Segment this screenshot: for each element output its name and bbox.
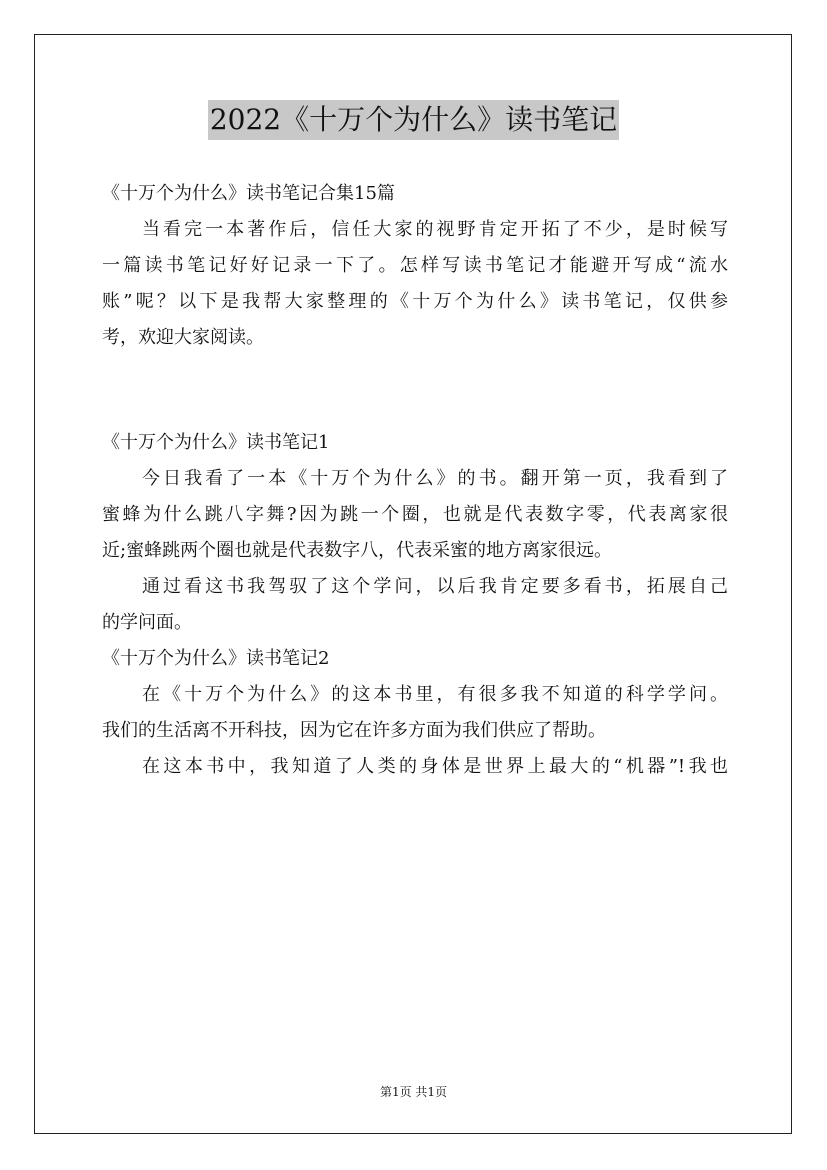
paragraph-line: 蜜蜂为什么跳八字舞?因为跳一个圈，也就是代表数字零，代表离家很 — [102, 504, 728, 525]
spacer — [102, 356, 728, 425]
intro-line: 当看完一本著作后，信任大家的视野肯定开拓了不少，是时候写 — [142, 219, 728, 240]
paragraph-line: 通过看这书我驾驭了这个学问，以后我肯定要多看书，拓展自己 — [142, 576, 728, 597]
paragraph-line: 近;蜜蜂跳两个圈也就是代表数字八，代表采蜜的地方离家很远。 — [102, 540, 613, 561]
page-footer: 第1页 共1页 — [379, 1085, 448, 1099]
intro-line: 一篇读书笔记好好记录一下了。怎样写读书笔记才能避开写成“流水 — [102, 255, 728, 276]
intro-line: 考，欢迎大家阅读。 — [102, 327, 264, 348]
document-body — [102, 176, 728, 785]
intro-line: 账”呢？以下是我帮大家整理的《十万个为什么》读书笔记，仅供参 — [102, 291, 728, 312]
paragraph-line: 在这本书中，我知道了人类的身体是世界上最大的“机器”!我也 — [142, 756, 728, 777]
document-subtitle: 《十万个为什么》读书笔记合集15篇 — [102, 183, 395, 204]
title-container — [0, 100, 827, 140]
paragraph-line: 今日我看了一本《十万个为什么》的书。翻开第一页，我看到了 — [142, 468, 728, 489]
document-title: 2022《十万个为什么》读书笔记 — [208, 100, 619, 140]
paragraph-line: 的学问面。 — [102, 612, 192, 633]
section-heading: 《十万个为什么》读书笔记2 — [102, 648, 330, 669]
paragraph-line: 在《十万个为什么》的这本书里，有很多我不知道的科学学问。 — [142, 684, 728, 705]
paragraph-line: 我们的生活离不开科技，因为它在许多方面为我们供应了帮助。 — [102, 720, 606, 741]
section-heading: 《十万个为什么》读书笔记1 — [102, 432, 330, 453]
